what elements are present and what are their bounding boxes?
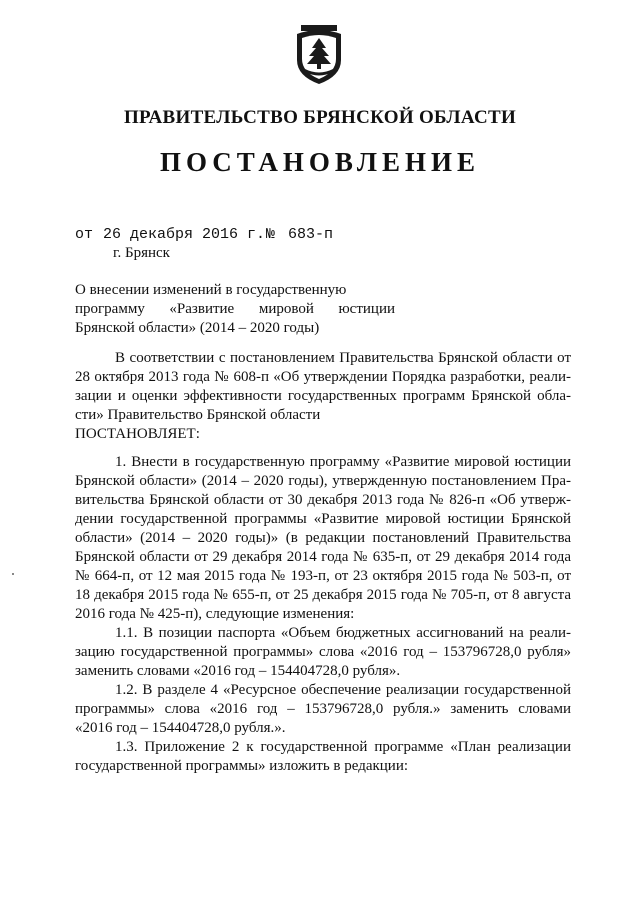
text-line: «2016 год – 154404728,0 рубля.».: [75, 720, 286, 736]
text-line: В соответствии с постановлением Правительства Брянской области от: [115, 350, 571, 366]
text-line: области» (2014 – 2020 годы)» (в редакции постановлений Правительства: [75, 530, 571, 546]
subject-block: [75, 281, 395, 338]
document-type-title: ПОСТАНОВЛЕНИЕ: [159, 147, 481, 177]
subject-line: О внесении изменений в государственную: [75, 282, 347, 298]
text-line: Брянской области» (2014 – 2020 годы), утвержденную постановлением Пра-: [75, 473, 571, 489]
item-1-paragraph: [75, 453, 571, 624]
text-line: вительства Брянской области от 30 декабря 2013 года № 826-п «Об утверж-: [75, 492, 571, 508]
preamble-paragraph: [75, 349, 571, 444]
text-line: 2016 года № 425-п), следующие изменения:: [75, 606, 355, 622]
text-line: сти» Правительство Брянской области: [75, 407, 321, 423]
scan-speck: [12, 573, 14, 575]
text-line: зацию государственной программы» слова «2016 год – 153796728,0 рубля»: [75, 644, 571, 660]
document-date: 26 декабря 2016 г.: [103, 226, 266, 243]
item-1-1-paragraph: [75, 624, 571, 681]
text-line: зации и оценки эффективности государственных программ Брянской обла-: [75, 388, 571, 404]
text-line: 28 октября 2013 года № 608-п «Об утверждении Порядка разработки, реали-: [75, 369, 571, 385]
text-line: программы» слова «2016 год – 153796728,0 рубля.» заменить словами: [75, 701, 571, 717]
text-line: заменить словами «2016 год – 154404728,0 рубля».: [75, 663, 401, 679]
city: г. Брянск: [113, 245, 170, 261]
item-1-2-paragraph: [75, 681, 571, 738]
decree-word: ПОСТАНОВЛЯЕТ:: [75, 426, 200, 442]
text-line: дении государственной программы «Развитие мировой юстиции Брянской: [75, 511, 571, 527]
date-prefix: от: [75, 226, 94, 243]
text-line: Брянской области от 29 декабря 2014 года № 635-п, от 29 декабря 2014 года: [75, 549, 571, 565]
text-line: 1.3. Приложение 2 к государственной программе «План реализации: [115, 739, 571, 755]
text-line: государственной программы» изложить в редакции:: [75, 758, 409, 774]
item-1-3-paragraph: [75, 738, 571, 776]
subject-line: Брянской области» (2014 – 2020 годы): [75, 320, 320, 336]
text-line: 1.1. В позиции паспорта «Объем бюджетных ассигнований на реали-: [115, 625, 571, 641]
subject-line: программу «Развитие мировой юстиции: [75, 301, 395, 317]
text-line: 1. Внести в государственную программу «Развитие мировой юстиции: [115, 454, 571, 470]
text-line: № 664-п, от 12 мая 2015 года № 193-п, от 23 октября 2015 года № 503-п, от: [75, 568, 571, 584]
text-line: 18 декабря 2015 года № 655-п, от 25 декабря 2015 года № 705-п, от 8 августа: [75, 587, 571, 603]
number-label: №: [266, 226, 276, 243]
document-number: 683-п: [288, 226, 334, 243]
coat-of-arms-emblem: [291, 24, 347, 86]
text-line: 1.2. В разделе 4 «Ресурсное обеспечение реализации государственной: [115, 682, 571, 698]
government-name: ПРАВИТЕЛЬСТВО БРЯНСКОЙ ОБЛАСТИ: [123, 107, 517, 128]
